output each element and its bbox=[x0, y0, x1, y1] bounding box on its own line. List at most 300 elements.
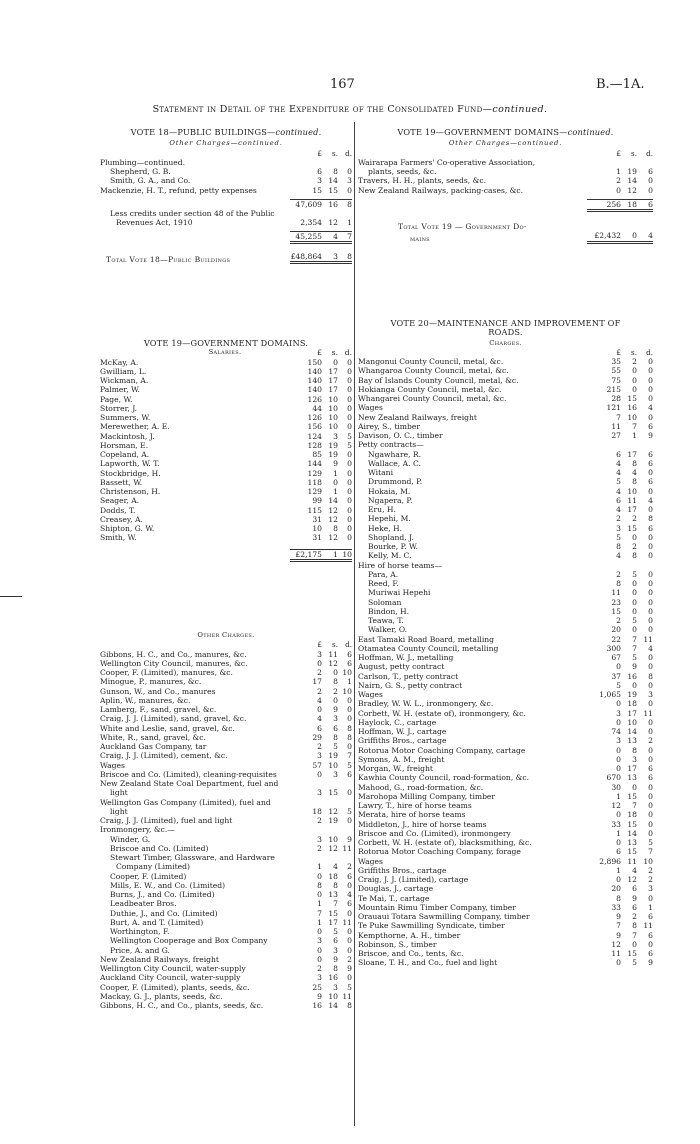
ledger-row-pence: 9 bbox=[347, 834, 352, 844]
ledger-row-pence: 2 bbox=[347, 954, 352, 964]
ledger-row-pounds: 2 bbox=[616, 176, 621, 186]
statement-title-text: Statement in Detail of the Expenditure of the Consolidated Fund bbox=[152, 104, 483, 115]
ledger-row bbox=[358, 158, 653, 167]
ledger-row-shillings: 14 bbox=[328, 176, 338, 186]
vote20-subheading: Charges. bbox=[489, 338, 522, 347]
ledger-row-pence: 0 bbox=[648, 653, 653, 662]
ledger-row-pence: 0 bbox=[648, 680, 653, 690]
ledger-row-pounds: 2 bbox=[616, 616, 621, 625]
statement-title bbox=[0, 104, 700, 115]
ledger-row-label: Wages bbox=[358, 856, 383, 866]
ledger-row-label: Burt, A. and T. (Limited) bbox=[110, 917, 204, 927]
ledger-row-shillings: 19 bbox=[328, 450, 338, 459]
ledger-row-shillings: 0 bbox=[632, 384, 637, 394]
ledger-row-label: Merewether, A. E. bbox=[100, 422, 170, 432]
ledger-row-shillings: 10 bbox=[627, 717, 637, 727]
ledger-row-pounds: 75 bbox=[611, 375, 621, 385]
ledger-row-pence: 0 bbox=[347, 185, 352, 195]
ledger-row bbox=[358, 875, 653, 884]
ledger-row-pounds: 5 bbox=[616, 680, 621, 690]
ledger-row-pence: 0 bbox=[648, 597, 653, 607]
ledger-row-shillings: 7 bbox=[632, 930, 637, 940]
ledger-row-label: Wages bbox=[100, 760, 125, 770]
ledger-row-label: Aplin, W., manures, &c. bbox=[100, 695, 191, 705]
ledger-row-pence: 0 bbox=[648, 375, 653, 385]
ledger-row-label: New Zealand State Coal Department, fuel and bbox=[100, 779, 279, 788]
ledger-row-label: Ngawhare, R. bbox=[368, 449, 422, 459]
ledger-row bbox=[358, 755, 653, 764]
ledger-row-shillings: 19 bbox=[627, 690, 637, 699]
ledger-row-pence: 0 bbox=[648, 625, 653, 635]
vote19-cont-units: £ s. d. bbox=[616, 148, 653, 158]
ledger-row-label: Wellington Gas Company (Limited), fuel and bbox=[100, 797, 271, 807]
ledger-row-shillings: 11 bbox=[627, 495, 637, 505]
ledger-row-pounds: 33 bbox=[611, 902, 621, 912]
ledger-row-label: Cooper, F. (Limited), plants, seeds, &c. bbox=[100, 982, 250, 992]
ledger-row-pounds: 2 bbox=[317, 816, 322, 825]
ledger-row-label: New Zealand Railways, packing-cases, &c. bbox=[358, 185, 524, 195]
ledger-row bbox=[358, 662, 653, 671]
ledger-row bbox=[358, 810, 653, 819]
ledger-row bbox=[100, 1001, 352, 1010]
ledger-row bbox=[358, 764, 653, 773]
ledger-row-pounds: 0 bbox=[616, 958, 621, 968]
ledger-row bbox=[358, 838, 653, 847]
ledger-row-shillings: 12 bbox=[328, 505, 338, 515]
ledger-row-shillings: 0 bbox=[333, 668, 338, 677]
vote18-credits-row-2: Revenues Act, 1910 2,354 12 1 bbox=[116, 218, 352, 228]
ledger-row-pounds: 20 bbox=[611, 625, 621, 635]
ledger-row-pence: 0 bbox=[347, 514, 352, 524]
ledger-row-label: Bay of Islands County Council, metal, &c. bbox=[358, 375, 519, 385]
ledger-row-label: White, R., sand, gravel, &c. bbox=[100, 732, 206, 742]
ledger-row-pounds: 35 bbox=[611, 357, 621, 366]
ledger-row-shillings: 7 bbox=[632, 421, 637, 431]
ledger-row bbox=[358, 376, 653, 385]
ledger-row-label: Nairn, G. S., petty contract bbox=[358, 680, 463, 690]
ledger-row-pounds: 9 bbox=[616, 912, 621, 921]
ledger-row bbox=[358, 672, 653, 681]
ledger-row-label: Stockbridge, H. bbox=[100, 468, 161, 478]
ledger-row-pence: 0 bbox=[347, 705, 352, 714]
vote19-cont-subheading: Other Charges—continued. bbox=[448, 139, 563, 148]
ledger-row-label: Seager, A. bbox=[100, 496, 140, 506]
ledger-row-pence: 0 bbox=[347, 973, 352, 983]
ledger-row-pence: 11 bbox=[342, 843, 352, 853]
ledger-row bbox=[358, 357, 653, 366]
ledger-row-pence: 0 bbox=[347, 945, 352, 955]
ledger-row-pence: 0 bbox=[648, 727, 653, 736]
ledger-row-pounds: 2 bbox=[616, 569, 621, 579]
ledger-row-pence: 8 bbox=[648, 671, 653, 681]
ledger-row-pence: 6 bbox=[648, 523, 653, 533]
ledger-row bbox=[358, 385, 653, 394]
ledger-row-pounds: 0 bbox=[616, 662, 621, 672]
ledger-row bbox=[100, 936, 352, 945]
ledger-row-pence: 0 bbox=[648, 384, 653, 394]
ledger-row-label: Te Mai, T., cartage bbox=[358, 893, 430, 903]
ledger-row-shillings: 15 bbox=[328, 908, 338, 918]
ledger-row-pounds: 2 bbox=[317, 742, 322, 751]
ledger-row-pounds: 4 bbox=[616, 458, 621, 468]
ledger-row-shillings: 0 bbox=[632, 579, 637, 588]
ledger-row-label: Otamatea County Council, metalling bbox=[358, 643, 499, 653]
ledger-row-shillings: 3 bbox=[632, 754, 637, 764]
ledger-row-pence: 0 bbox=[648, 616, 653, 625]
ledger-row-label: Teawa, T. bbox=[368, 616, 404, 625]
ledger-row-label: Shepherd, G. B. bbox=[110, 167, 171, 176]
ledger-row-pence: 0 bbox=[347, 908, 352, 918]
ledger-row-pence: 0 bbox=[347, 422, 352, 432]
ledger-row-pence: 0 bbox=[648, 662, 653, 672]
ledger-row-shillings: 0 bbox=[632, 606, 637, 616]
vote18-heading: VOTE 18—PUBLIC BUILDINGS—continued. bbox=[130, 127, 322, 137]
ledger-row-pence: 0 bbox=[648, 185, 653, 195]
ledger-row-shillings: 2 bbox=[632, 542, 637, 551]
ledger-row bbox=[100, 668, 352, 677]
ledger-row bbox=[358, 681, 653, 690]
ledger-row bbox=[100, 835, 352, 844]
ledger-row-pounds: 0 bbox=[616, 875, 621, 884]
ledger-row-label: Wellington City Council, manures, &c. bbox=[100, 658, 248, 668]
ledger-row-label: Summers, W. bbox=[100, 413, 151, 422]
ledger-row bbox=[358, 440, 653, 449]
ledger-row bbox=[100, 881, 352, 890]
ledger-row-label: Lamberg, F., sand, gravel, &c. bbox=[100, 705, 217, 714]
ledger-row-label: Duthie, J., and Co. (Limited) bbox=[110, 908, 218, 918]
ledger-row-pounds: 0 bbox=[317, 927, 322, 936]
ledger-row-pence: 5 bbox=[648, 838, 653, 847]
ledger-row bbox=[358, 921, 653, 930]
ledger-row-label: Gwilliam, L. bbox=[100, 366, 147, 376]
ledger-row-pounds: 3 bbox=[616, 708, 621, 718]
vote19-salaries-subheading-row: Salaries. £ s. d. bbox=[208, 348, 352, 358]
ledger-row-pounds: 1 bbox=[616, 828, 621, 838]
ledger-row-pence: 6 bbox=[648, 773, 653, 783]
ledger-row bbox=[100, 677, 352, 686]
ledger-row-pence: 0 bbox=[648, 357, 653, 366]
ledger-row-pounds: 300 bbox=[606, 643, 621, 653]
ledger-row-pounds: 0 bbox=[616, 838, 621, 847]
ledger-row-pence: 4 bbox=[648, 643, 653, 653]
ledger-row-shillings: 16 bbox=[627, 671, 637, 681]
ledger-row-label: Griffiths Bros., cartage bbox=[358, 736, 447, 746]
ledger-row-pounds: 124 bbox=[307, 431, 322, 441]
ledger-row-shillings: 5 bbox=[333, 927, 338, 936]
ledger-row-shillings: 7 bbox=[632, 634, 637, 644]
ledger-row-pence: 4 bbox=[648, 403, 653, 413]
ledger-row-pence: 0 bbox=[648, 532, 653, 542]
ledger-row-pounds: 7 bbox=[616, 921, 621, 931]
ledger-row-pence: 6 bbox=[648, 167, 653, 176]
vote18-subheading: Other Charges—continued. bbox=[169, 139, 283, 148]
ledger-row-pounds: 8 bbox=[616, 893, 621, 903]
ledger-row-pounds: 1 bbox=[317, 899, 322, 909]
ledger-row-shillings: 3 bbox=[333, 945, 338, 955]
ledger-row bbox=[100, 515, 352, 524]
ledger-row-pounds: 25 bbox=[312, 982, 322, 992]
ledger-row-label: Heke, H. bbox=[368, 523, 403, 533]
ledger-row-pounds: 20 bbox=[611, 884, 621, 894]
vote19-salaries-section bbox=[100, 339, 352, 562]
ledger-row-pounds: 33 bbox=[611, 819, 621, 829]
ledger-row bbox=[358, 524, 653, 533]
vote19-other-units: £ s. d. bbox=[317, 640, 352, 650]
ledger-row-label: Worthington, F. bbox=[110, 927, 170, 936]
ledger-row-pence: 8 bbox=[347, 1001, 352, 1010]
ledger-row-shillings: 17 bbox=[328, 376, 338, 385]
ledger-row-label: Te Puke Sawmilling Syndicate, timber bbox=[358, 921, 505, 931]
ledger-row bbox=[100, 496, 352, 505]
ledger-row-pence: 10 bbox=[342, 668, 352, 677]
ledger-row bbox=[358, 459, 653, 468]
ledger-row-pounds: 6 bbox=[616, 847, 621, 857]
ledger-row-pence: 10 bbox=[342, 686, 352, 696]
ledger-row bbox=[100, 964, 352, 973]
ledger-row-pounds: 150 bbox=[307, 357, 322, 367]
ledger-row bbox=[358, 884, 653, 893]
ledger-row-label: Kawhia County Council, road-formation, &c. bbox=[358, 773, 530, 783]
ledger-row-pounds: 1 bbox=[616, 167, 621, 176]
ledger-row-shillings: 15 bbox=[627, 523, 637, 533]
ledger-row-shillings: 1 bbox=[333, 468, 338, 478]
ledger-row bbox=[358, 598, 653, 607]
ledger-row-shillings: 10 bbox=[627, 486, 637, 496]
ledger-row-shillings: 8 bbox=[333, 880, 338, 890]
ledger-row-shillings: 15 bbox=[627, 819, 637, 829]
ledger-row-label: Storrer, J. bbox=[100, 403, 138, 413]
ledger-row-pounds: 18 bbox=[312, 806, 322, 816]
ledger-row bbox=[358, 450, 653, 459]
ledger-row-pence: 0 bbox=[347, 385, 352, 395]
ledger-row-label: Briscoe, and Co., tents, &c. bbox=[358, 949, 464, 958]
ledger-row-pounds: 31 bbox=[312, 533, 322, 543]
ledger-row bbox=[100, 459, 352, 468]
ledger-row bbox=[100, 413, 352, 422]
ledger-row-shillings: 12 bbox=[328, 806, 338, 816]
ledger-row-pence: 8 bbox=[347, 732, 352, 742]
margin-mark bbox=[0, 596, 22, 597]
ledger-row-label: Briscoe and Co. (Limited), ironmongery bbox=[358, 828, 511, 838]
ledger-row bbox=[358, 167, 653, 176]
ledger-row-pounds: 23 bbox=[611, 597, 621, 607]
vote18-net-row: 45,255 4 7 bbox=[100, 231, 352, 244]
ledger-row-shillings: 0 bbox=[333, 695, 338, 705]
ledger-row-pounds: 9 bbox=[616, 930, 621, 940]
ledger-row-shillings: 3 bbox=[333, 431, 338, 441]
ledger-row-pounds: 2 bbox=[317, 668, 322, 677]
ledger-row-pounds: 129 bbox=[307, 468, 322, 478]
ledger-row-pence: 0 bbox=[347, 167, 352, 176]
ledger-row-pounds: 128 bbox=[307, 440, 322, 450]
ledger-row-label: McKay, A. bbox=[100, 357, 139, 367]
ledger-row bbox=[100, 992, 352, 1001]
ledger-row bbox=[358, 551, 653, 560]
ledger-row-pounds: 0 bbox=[616, 745, 621, 755]
ledger-row-pence: 2 bbox=[347, 862, 352, 872]
ledger-row bbox=[100, 487, 352, 496]
ledger-row-pence: 5 bbox=[347, 760, 352, 770]
ledger-row-pence: 9 bbox=[347, 964, 352, 973]
ledger-row-pounds: 74 bbox=[611, 727, 621, 736]
ledger-row-label: Auckland Gas Company, tar bbox=[100, 742, 207, 751]
vote19-cont-heading: VOTE 19—GOVERNMENT DOMAINS—continued. bbox=[397, 127, 614, 137]
ledger-row-pounds: 0 bbox=[616, 764, 621, 773]
ledger-row-pounds: 22 bbox=[611, 634, 621, 644]
ledger-row-pence: 0 bbox=[648, 606, 653, 616]
ledger-row-pence: 0 bbox=[347, 487, 352, 496]
ledger-row bbox=[358, 653, 653, 662]
page-number: 167 bbox=[330, 77, 355, 92]
ledger-row-label: Hoffman, W. J., metalling bbox=[358, 653, 454, 662]
ledger-row-shillings: 12 bbox=[328, 843, 338, 853]
ledger-row-shillings: 12 bbox=[328, 533, 338, 543]
ledger-row bbox=[358, 533, 653, 542]
ledger-row-pounds: 11 bbox=[611, 588, 621, 598]
ledger-row-pence: 0 bbox=[648, 893, 653, 903]
ledger-row bbox=[100, 385, 352, 394]
ledger-row-shillings: 12 bbox=[328, 514, 338, 524]
ledger-row-shillings: 9 bbox=[632, 662, 637, 672]
ledger-row-pounds: 11 bbox=[611, 949, 621, 958]
ledger-row-shillings: 3 bbox=[333, 769, 338, 779]
ledger-row-pence: 11 bbox=[643, 921, 653, 931]
ledger-row-shillings: 17 bbox=[627, 764, 637, 773]
ledger-row bbox=[358, 801, 653, 810]
ledger-row-shillings: 14 bbox=[328, 496, 338, 506]
ledger-row-label: Corbett, W. H. (estate of), blacksmithing, &c. bbox=[358, 838, 532, 847]
ledger-row-pounds: 8 bbox=[616, 579, 621, 588]
ledger-row-label: Drummond, P. bbox=[368, 477, 423, 487]
ledger-row-pence: 0 bbox=[347, 376, 352, 385]
ledger-row-pounds: 1 bbox=[616, 865, 621, 875]
ledger-row-label: Wallace, A. C. bbox=[368, 458, 421, 468]
ledger-row-label: Griffiths Bros., cartage bbox=[358, 865, 447, 875]
ledger-row-pounds: 85 bbox=[312, 450, 322, 459]
ledger-row-label: Plumbing—continued. bbox=[100, 157, 186, 167]
ledger-row-pence: 0 bbox=[648, 782, 653, 792]
ledger-row-label: Carlson, T., petty contract bbox=[358, 671, 459, 681]
ledger-row-shillings: 8 bbox=[632, 458, 637, 468]
ledger-row-pence: 7 bbox=[648, 847, 653, 857]
ledger-row-shillings: 17 bbox=[627, 708, 637, 718]
ledger-row-pounds: 44 bbox=[312, 403, 322, 413]
ledger-row-shillings: 14 bbox=[627, 828, 637, 838]
ledger-row bbox=[100, 724, 352, 733]
ledger-row-label: Lawry, T., hire of horse teams bbox=[358, 801, 472, 810]
ledger-row-pounds: 2 bbox=[616, 514, 621, 524]
ledger-row-pence: 0 bbox=[648, 754, 653, 764]
ledger-row bbox=[100, 696, 352, 705]
ledger-row bbox=[358, 709, 653, 718]
ledger-row-pounds: 0 bbox=[616, 810, 621, 820]
vote19-salaries-items bbox=[100, 358, 352, 543]
ledger-row bbox=[100, 176, 352, 185]
ledger-row-label: Mangonui County Council, metal, &c. bbox=[358, 357, 504, 366]
ledger-row-pence: 2 bbox=[648, 736, 653, 746]
ledger-row bbox=[358, 635, 653, 644]
ledger-row-shillings: 17 bbox=[328, 917, 338, 927]
vote19-salaries-total-row: £2,175 1 10 bbox=[100, 549, 352, 562]
ledger-row bbox=[358, 958, 653, 967]
ledger-row bbox=[100, 478, 352, 487]
ledger-row-label: Kelly, M. C. bbox=[368, 551, 412, 561]
ledger-row-pounds: 3 bbox=[616, 736, 621, 746]
ledger-row bbox=[358, 746, 653, 755]
ledger-row-shillings: 9 bbox=[632, 893, 637, 903]
ledger-row-shillings: 10 bbox=[328, 991, 338, 1001]
ledger-row-pence: 2 bbox=[648, 865, 653, 875]
ledger-row-label: Cooper, F. (Limited) bbox=[110, 871, 187, 881]
ledger-row-label: light bbox=[110, 806, 128, 816]
ledger-row bbox=[358, 477, 653, 486]
ledger-row-pence: 0 bbox=[347, 357, 352, 367]
ledger-row-pounds: 31 bbox=[312, 514, 322, 524]
ledger-row-shillings: 10 bbox=[328, 422, 338, 432]
ledger-row-pounds: 9 bbox=[317, 991, 322, 1001]
ledger-row-pounds: 12 bbox=[611, 801, 621, 810]
ledger-row bbox=[358, 505, 653, 514]
ledger-row-shillings: 12 bbox=[627, 875, 637, 884]
ledger-row-shillings: 10 bbox=[328, 834, 338, 844]
ledger-row-pounds: 0 bbox=[317, 945, 322, 955]
ledger-row-label: Wellington Cooperage and Box Company bbox=[110, 936, 268, 946]
ledger-row-pounds: 4 bbox=[616, 468, 621, 477]
ledger-row-shillings: 17 bbox=[328, 385, 338, 395]
ledger-row-shillings: 6 bbox=[333, 936, 338, 946]
ledger-row-pence: 6 bbox=[648, 477, 653, 487]
ledger-row-label: Christenson, H. bbox=[100, 487, 161, 496]
ledger-row-pence: 0 bbox=[648, 828, 653, 838]
ledger-row-label: Rotorua Motor Coaching Company, forage bbox=[358, 847, 521, 857]
ledger-row-pence: 5 bbox=[347, 431, 352, 441]
ledger-row bbox=[358, 727, 653, 736]
ledger-row-pence: 4 bbox=[347, 890, 352, 899]
ledger-row bbox=[100, 469, 352, 478]
ledger-row-shillings: 19 bbox=[328, 440, 338, 450]
ledger-row-pounds: 3 bbox=[317, 176, 322, 186]
ledger-row bbox=[100, 798, 352, 807]
ledger-row-pounds: 4 bbox=[616, 486, 621, 496]
vote18-subtotal-row: 47,609 16 8 bbox=[100, 199, 352, 209]
ledger-row bbox=[358, 468, 653, 477]
ledger-row-pounds: 1 bbox=[317, 917, 322, 927]
ledger-row-pence: 0 bbox=[648, 717, 653, 727]
ledger-row-label: Sloane, T. H., and Co., fuel and light bbox=[358, 958, 498, 968]
ledger-row bbox=[358, 894, 653, 903]
ledger-row-pence: 0 bbox=[648, 486, 653, 496]
ledger-row-shillings: 0 bbox=[632, 366, 637, 376]
ledger-row-label: East Tamaki Road Board, metalling bbox=[358, 634, 495, 644]
ledger-row-shillings: 15 bbox=[627, 949, 637, 958]
ledger-row-pence: 0 bbox=[347, 524, 352, 533]
ledger-row-label: Davison, O. C., timber bbox=[358, 431, 443, 440]
vote19-other-subheading: Other Charges. bbox=[197, 631, 255, 639]
vote19-other-items bbox=[100, 650, 352, 1011]
ledger-row bbox=[358, 616, 653, 625]
ledger-row-pence: 0 bbox=[648, 569, 653, 579]
ledger-row bbox=[358, 394, 653, 403]
ledger-row-pence: 6 bbox=[347, 871, 352, 881]
ledger-row-pence: 6 bbox=[648, 421, 653, 431]
ledger-row-shillings: 9 bbox=[333, 705, 338, 714]
ledger-row-label: Shipton, G. W. bbox=[100, 524, 155, 533]
ledger-row-pence: 6 bbox=[648, 912, 653, 921]
ledger-row-shillings: 5 bbox=[333, 742, 338, 751]
ledger-row-pounds: 0 bbox=[616, 717, 621, 727]
ledger-row-pounds: 0 bbox=[616, 699, 621, 709]
ledger-row-shillings: 5 bbox=[632, 958, 637, 968]
